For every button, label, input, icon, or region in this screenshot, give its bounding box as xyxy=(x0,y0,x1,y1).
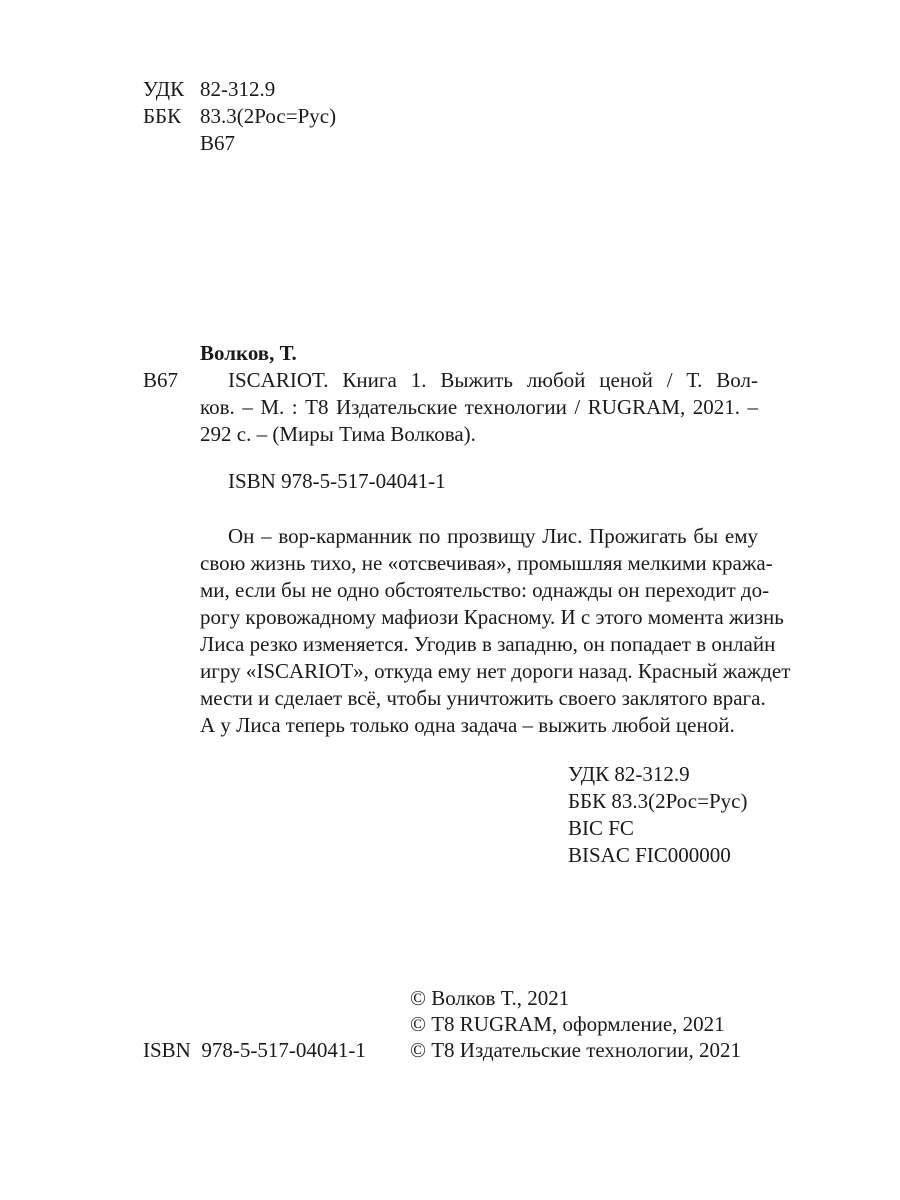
annotation-line: Он – вор-карманник по прозвищу Лис. Прожигать бы ему xyxy=(228,524,758,548)
annotation-line: свою жизнь тихо, не «отсвечивая», промышляя мелкими кража- xyxy=(200,551,773,575)
copyright-design: © Т8 RUGRAM, оформление, 2021 xyxy=(410,1012,725,1036)
classification-udk: УДК 82-312.9 xyxy=(568,762,690,786)
annotation-line: рогу кровожадному мафиози Красному. И с этого момента жизнь xyxy=(200,605,784,629)
isbn-record: ISBN 978-5-517-04041-1 xyxy=(228,469,446,493)
bib-line: 292 с. – (Миры Тима Волкова). xyxy=(200,422,476,446)
author-code-top: В67 xyxy=(200,131,236,155)
author-heading: Волков, Т. xyxy=(200,341,297,365)
bib-line: ков. – М. : Т8 Издательские технологии / RUGRAM, 2021. – xyxy=(200,395,758,419)
annotation-line: мести и сделает всё, чтобы уничтожить своего заклятого врага. xyxy=(200,686,766,710)
bbk-label: ББК xyxy=(143,104,182,128)
udk-label: УДК xyxy=(143,77,185,101)
bbk-value: 83.3(2Рос=Рус) xyxy=(200,104,337,128)
classification-bic: BIC FC xyxy=(568,816,634,840)
classification-bbk: ББК 83.3(2Рос=Рус) xyxy=(568,789,748,813)
isbn-footer: ISBN 978-5-517-04041-1 xyxy=(143,1038,366,1062)
author-code: В67 xyxy=(143,368,179,392)
annotation-line: А у Лиса теперь только одна задача – выжить любой ценой. xyxy=(200,713,735,737)
classification-bisac: BISAC FIC000000 xyxy=(568,843,731,867)
bib-line: ISCARIOT. Книга 1. Выжить любой ценой / Т. Вол- xyxy=(228,368,758,392)
copyright-publisher: © Т8 Издательские технологии, 2021 xyxy=(410,1038,741,1062)
copyright-author: © Волков Т., 2021 xyxy=(410,986,570,1010)
udk-value: 82-312.9 xyxy=(200,77,276,101)
annotation-line: ми, если бы не одно обстоятельство: однажды он переходит до- xyxy=(200,578,770,602)
annotation-line: Лиса резко изменяется. Угодив в западню, он попадает в онлайн xyxy=(200,632,776,656)
annotation-line: игру «ISCARIOT», откуда ему нет дороги назад. Красный жаждет xyxy=(200,659,791,683)
